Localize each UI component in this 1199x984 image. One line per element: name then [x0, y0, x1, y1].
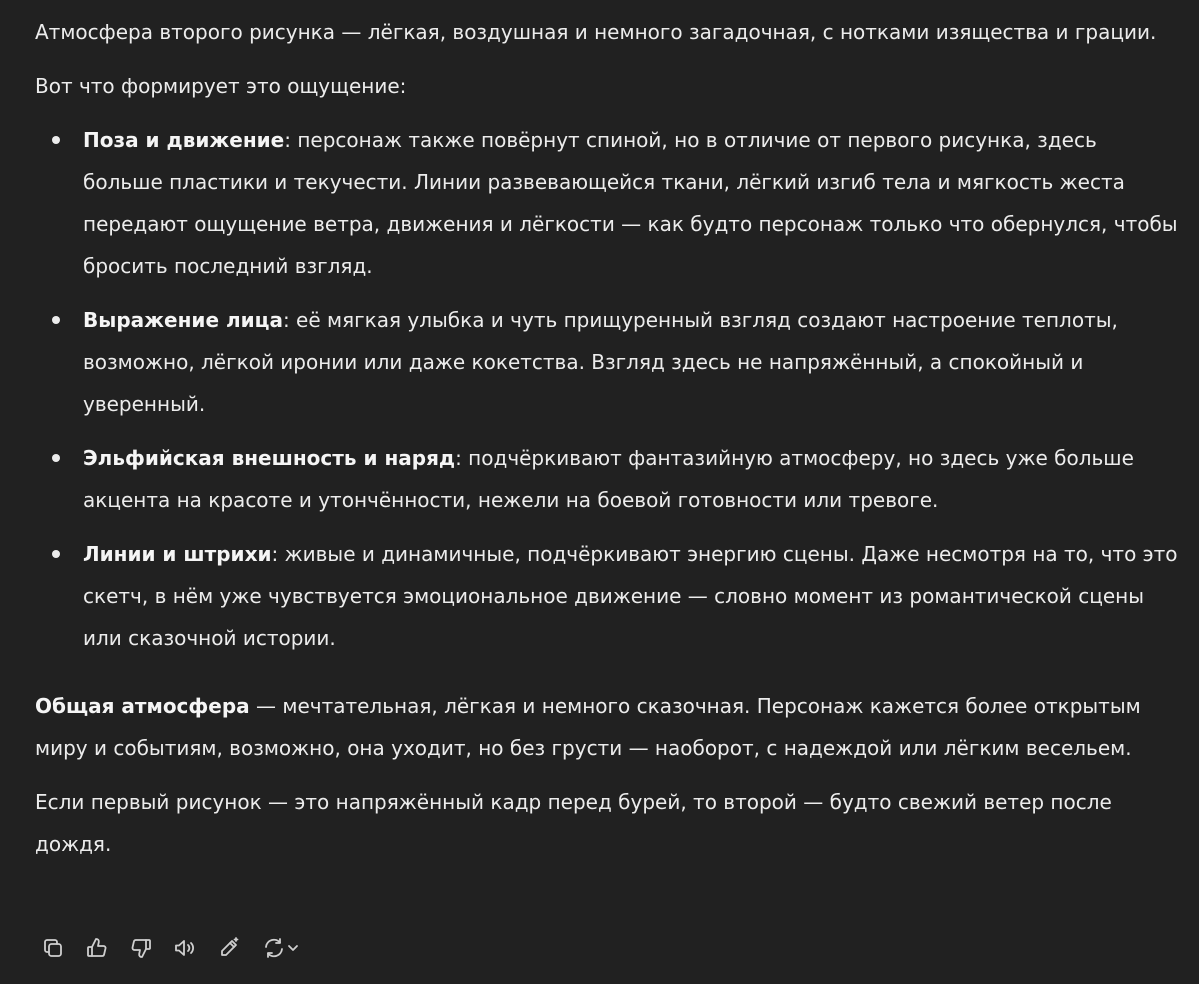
edit-button[interactable]: [212, 931, 246, 965]
item-text: : живые и динамичные, подчёркивают энергию сцены. Даже несмотря на то, что это скетч, в нём уже чувствуется эмоциональное движение — словно момент из романтической сцены или сказочной истории.: [83, 542, 1178, 650]
points-list: [35, 119, 1180, 659]
summary-text: — мечтательная, лёгкая и немного сказочная. Персонаж кажется более открытым миру и событиям, возможно, она уходит, но без грусти — наоборот, с надеждой или лёгким весельем.: [35, 694, 1141, 760]
list-item: [83, 533, 1180, 659]
item-text: : подчёркивают фантазийную атмосферу, но здесь уже больше акцента на красоте и утончённости, нежели на боевой готовности или тревоге.: [83, 446, 1134, 512]
list-item: [83, 119, 1180, 287]
regenerate-icon: [262, 936, 286, 960]
item-text: : персонаж также повёрнут спиной, но в отличие от первого рисунка, здесь больше пластики и текучести. Линии развевающейся ткани, лёгкий изгиб тела и мягкость жеста передают ощущение ветра, движения и лёгкости — как будто персонаж только что обернулся, чтобы бросить последний взгляд.: [83, 128, 1178, 278]
copy-button[interactable]: [36, 931, 70, 965]
thumbs-down-icon: [129, 936, 153, 960]
message-actions: [36, 931, 316, 965]
read-aloud-button[interactable]: [168, 931, 202, 965]
assistant-message: [35, 11, 1180, 865]
closing-paragraph: Если первый рисунок — это напряжённый кадр перед бурей, то второй — будто свежий ветер после дождя.: [35, 790, 1112, 856]
list-intro: Вот что формирует это ощущение:: [35, 74, 407, 98]
item-title: Линии и штрихи: [83, 542, 272, 566]
speaker-icon: [173, 936, 197, 960]
edit-icon: [217, 936, 241, 960]
copy-icon: [41, 936, 65, 960]
list-item: [83, 299, 1180, 425]
thumbs-down-button[interactable]: [124, 931, 158, 965]
item-title: Поза и движение: [83, 128, 285, 152]
intro-paragraph: Атмосфера второго рисунка — лёгкая, воздушная и немного загадочная, с нотками изящества и грации.: [35, 20, 1157, 44]
list-item: [83, 437, 1180, 521]
regenerate-button[interactable]: [256, 931, 306, 965]
chevron-down-icon: [286, 941, 300, 955]
item-title: Выражение лица: [83, 308, 283, 332]
summary-title: Общая атмосфера: [35, 694, 250, 718]
item-text: : её мягкая улыбка и чуть прищуренный взгляд создают настроение теплоты, возможно, лёгкой иронии или даже кокетства. Взгляд здесь не напряжённый, а спокойный и уверенный.: [83, 308, 1118, 416]
summary-paragraph: [35, 685, 1180, 769]
thumbs-up-icon: [85, 936, 109, 960]
item-title: Эльфийская внешность и наряд: [83, 446, 456, 470]
thumbs-up-button[interactable]: [80, 931, 114, 965]
